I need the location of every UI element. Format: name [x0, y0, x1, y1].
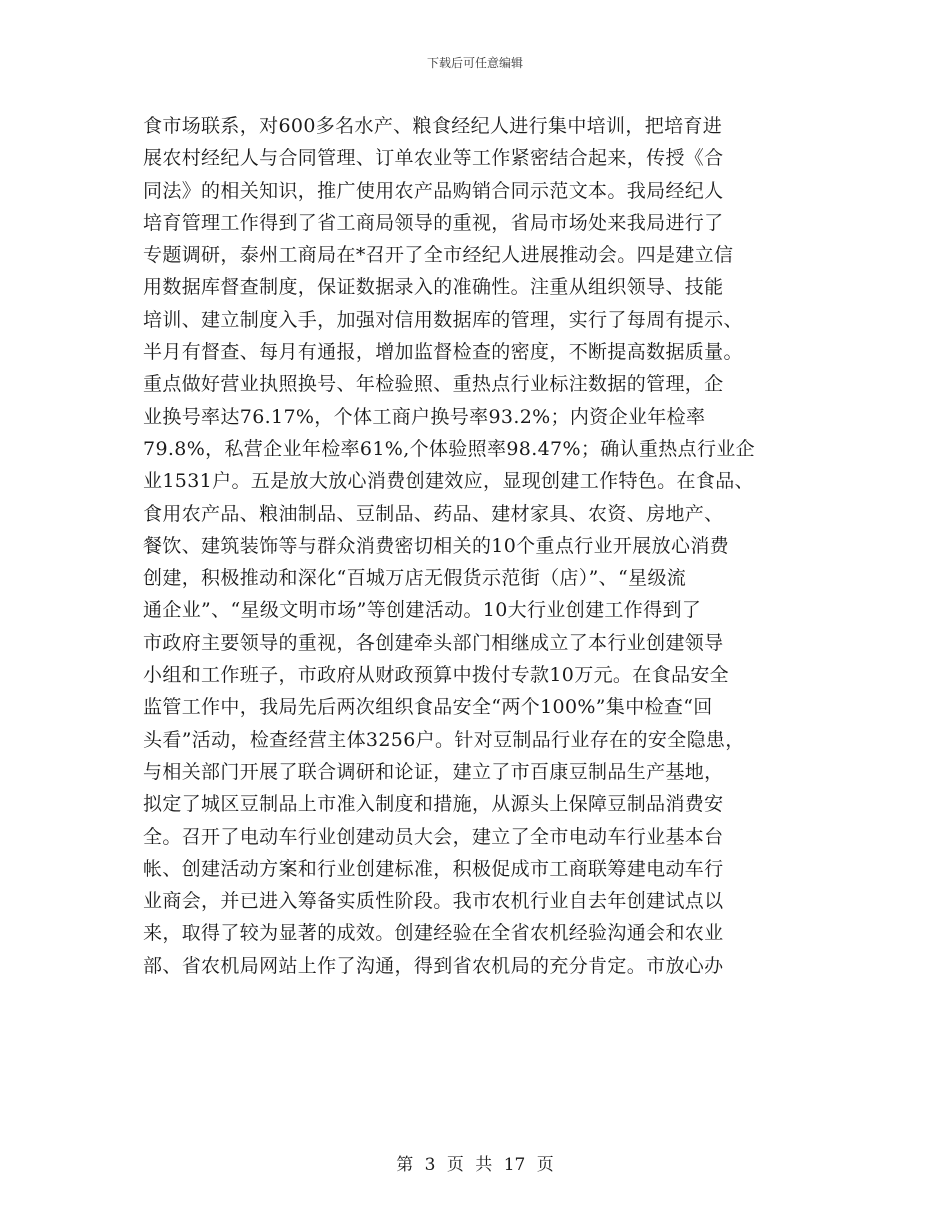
text-line: 来，取得了较为显著的成效。创建经验在全省农机经验沟通会和农业 — [143, 922, 724, 945]
text-line: 业换号率达76.17%，个体工商户换号率93.2%；内资企业年检率 — [143, 405, 706, 428]
text-line: 79.8%，私营企业年检率61%,个体验照率98.47%；确认重热点行业企 — [143, 437, 756, 460]
text-line: 业1531户。五是放大放心消费创建效应，显现创建工作特色。在食品、 — [143, 470, 754, 493]
text-line: 同法》的相关知识，推广使用农产品购销合同示范文本。我局经纪人 — [143, 179, 724, 202]
text-line: 小组和工作班子，市政府从财政预算中拨付专款10万元。在食品安全 — [143, 664, 730, 687]
text-line: 用数据库督查制度，保证数据录入的准确性。注重从组织领导、技能 — [143, 276, 724, 299]
text-line: 头看”活动，检查经营主体3256户。针对豆制品行业存在的安全隐患， — [143, 728, 745, 751]
text-line: 全。召开了电动车行业创建动员大会，建立了全市电动车行业基本台 — [143, 825, 724, 848]
text-line: 培育管理工作得到了省工商局领导的重视，省局市场处来我局进行了 — [143, 211, 724, 234]
text-line: 食用农产品、粮油制品、豆制品、药品、建材家具、农资、房地产、 — [143, 502, 724, 525]
text-line: 半月有督查、每月有通报，增加监督检查的密度，不断提高数据质量。 — [143, 341, 743, 364]
text-line: 部、省农机局网站上作了沟通，得到省农机局的充分肯定。市放心办 — [143, 954, 724, 977]
text-line: 重点做好营业执照换号、年检验照、重热点行业标注数据的管理，企 — [143, 373, 724, 396]
text-line: 市政府主要领导的重视，各创建牵头部门相继成立了本行业创建领导 — [143, 631, 724, 654]
text-line: 与相关部门开展了联合调研和论证，建立了市百康豆制品生产基地， — [143, 760, 724, 783]
text-line: 餐饮、建筑装饰等与群众消费密切相关的10个重点行业开展放心消费 — [143, 534, 730, 557]
text-line: 创建，积极推动和深化“百城万店无假货示范街（店）”、“星级流 — [143, 567, 687, 590]
text-line: 食市场联系，对600多名水产、粮食经纪人进行集中培训，把培育进 — [143, 115, 723, 137]
text-line: 拟定了城区豆制品上市准入制度和措施，从源头上保障豆制品消费安 — [143, 793, 724, 816]
text-line: 帐、创建活动方案和行业创建标准，积极促成市工商联筹建电动车行 — [143, 857, 724, 880]
text-line: 培训、建立制度入手，加强对信用数据库的管理，实行了每周有提示、 — [143, 308, 743, 331]
text-line: 通企业”、“星级文明市场”等创建活动。10大行业创建工作得到了 — [143, 599, 702, 622]
text-line: 展农村经纪人与合同管理、订单农业等工作紧密结合起来，传授《合 — [143, 147, 724, 170]
text-line: 监管工作中，我局先后两次组织食品安全“两个100%”集中检查“回 — [143, 696, 713, 719]
page-number-footer: 第 3 页 共 17 页 — [396, 1155, 554, 1175]
document-body — [143, 110, 823, 982]
page-header-note: 下载后可任意编辑 — [426, 56, 523, 70]
text-line: 业商会，并已进入筹备实质性阶段。我市农机行业自去年创建试点以 — [143, 890, 724, 913]
text-line: 专题调研，泰州工商局在*召开了全市经纪人进展推动会。四是建立信 — [143, 244, 734, 267]
